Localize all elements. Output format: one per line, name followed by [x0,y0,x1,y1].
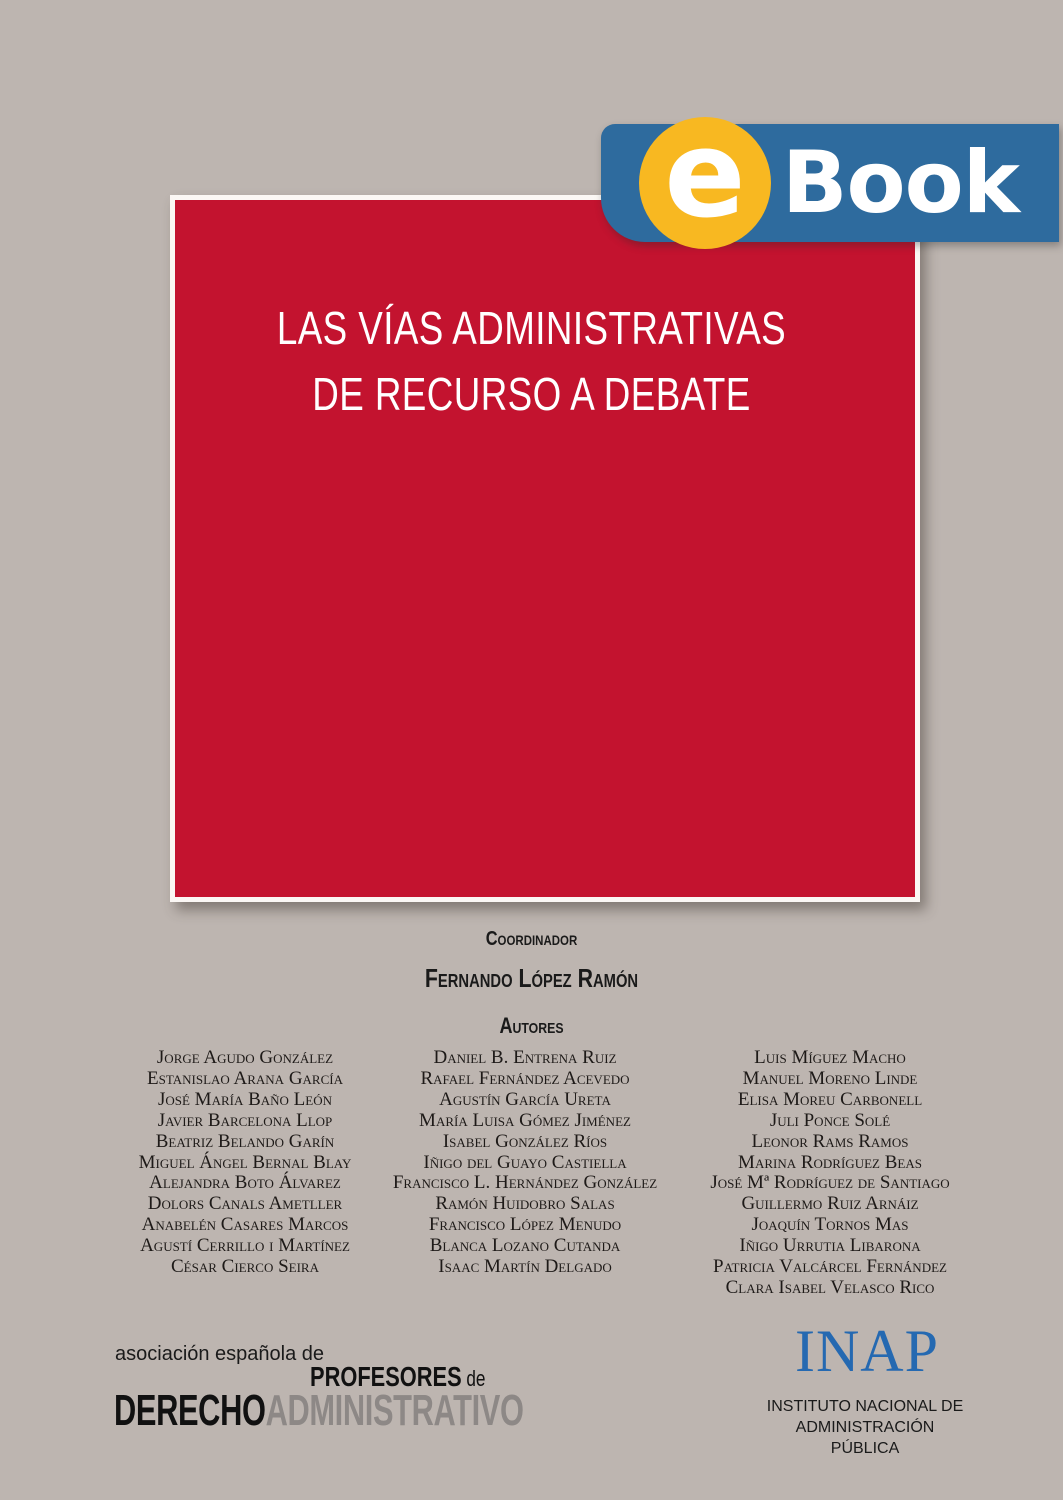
coordinator-name: Fernando López Ramón [424,963,639,993]
author-name: Isaac Martín Delgado [438,1256,612,1278]
association-logo-line-1: asociación española de [115,1343,325,1365]
authors-column-2 [365,1048,685,1278]
author-name: Estanislao Arana García [147,1067,343,1089]
author-name: Javier Barcelona Llop [157,1109,333,1131]
authors-column-1 [100,1048,390,1278]
author-name: Marina Rodríguez Beas [738,1151,922,1173]
authors-column-3 [685,1048,975,1299]
author-name: Daniel B. Entrena Ruiz [433,1047,617,1068]
author-name: Patricia Valcárcel Fernández [713,1256,947,1278]
author-name: Juli Ponce Solé [769,1109,891,1131]
author-name: Francisco López Menudo [428,1214,622,1236]
author-name: Anabelén Casares Marcos [141,1214,349,1236]
author-name: José María Baño León [157,1088,333,1110]
association-logo-administrativo: ADMINISTRATIVO [265,1386,524,1435]
author-name: Rafael Fernández Acevedo [420,1067,630,1089]
author-name: Blanca Lozano Cutanda [429,1235,621,1257]
author-name: Francisco L. Hernández González [392,1172,658,1194]
author-name: Clara Isabel Velasco Rico [725,1276,935,1298]
author-name: Miguel Ángel Bernal Blay [138,1151,352,1173]
inap-subtitle-line-1: INSTITUTO NACIONAL DE [766,1398,964,1415]
author-name: Iñigo del Guayo Castiella [423,1151,627,1173]
author-name: Joaquín Tornos Mas [751,1214,909,1236]
inap-logo-mark: INAP [795,1318,940,1384]
ebook-badge-label: Book [782,133,1019,233]
author-name: Iñigo Urrutia Libarona [739,1235,921,1257]
association-logo-line-3 [114,1386,524,1436]
author-name: Alejandra Boto Álvarez [149,1172,341,1194]
author-name: María Luisa Gómez Jiménez [419,1109,631,1131]
title-line-1: LAS VÍAS ADMINISTRATIVAS [276,302,787,354]
author-name: Luis Míguez Macho [754,1047,906,1068]
inap-subtitle-line-2: ADMINISTRACIÓN PÚBLICA [795,1419,935,1457]
author-name: Jorge Agudo González [156,1047,334,1068]
association-logo-derecho: DERECHO [114,1386,266,1435]
book-title [106,295,956,427]
author-name: Dolors Canals Ametller [147,1193,343,1215]
author-name: Elisa Moreu Carbonell [737,1088,923,1110]
author-name: Leonor Rams Ramos [751,1130,909,1152]
author-name: José Mª Rodríguez de Santiago [710,1172,950,1194]
author-name: Agustí Cerrillo i Martínez [140,1235,350,1257]
authors-label: Autores [499,1013,564,1038]
ebook-e-icon: e [664,106,746,245]
inap-logo-subtitle [760,1396,970,1459]
author-name: Manuel Moreno Linde [742,1067,918,1089]
author-name: Agustín García Ureta [439,1088,611,1110]
association-logo-de: de [466,1366,486,1391]
author-name: Beatriz Belando Garín [155,1130,335,1152]
author-name: Isabel González Ríos [442,1130,608,1152]
association-logo-profesores: PROFESORES [310,1361,462,1392]
title-line-2: DE RECURSO A DEBATE [312,368,751,420]
author-name: Guillermo Ruiz Arnáiz [741,1193,919,1215]
author-name: César Cierco Seira [171,1256,319,1278]
author-name: Ramón Huidobro Salas [435,1193,615,1215]
ebook-badge-circle [639,106,771,249]
coordinator-label: Coordinador [485,928,578,950]
